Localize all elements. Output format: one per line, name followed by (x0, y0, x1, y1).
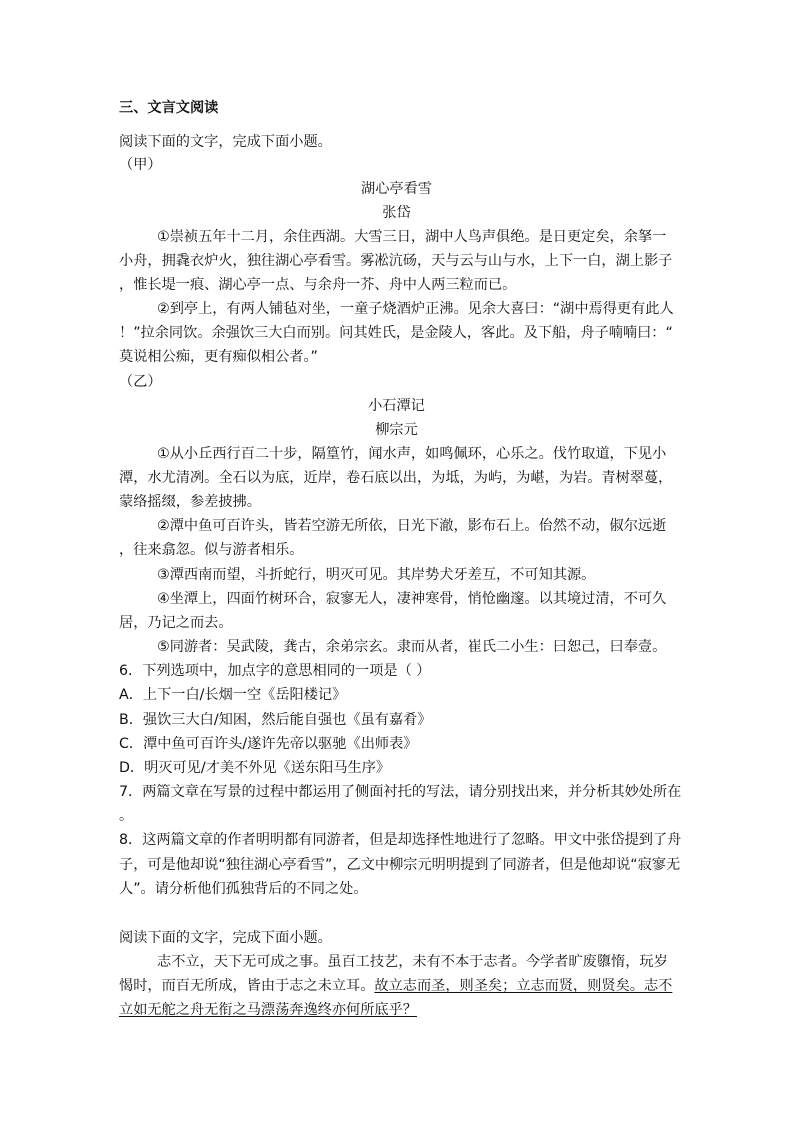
question-8-line: 8．这两篇文章的作者明明都有同游者，但是却选择性地进行了忽略。甲文中张岱提到了舟 (119, 832, 682, 848)
passage-b-line: 居，乃记之而去。 (119, 615, 233, 631)
question-8-line: 人”。请分析他们孤独背后的不同之处。 (119, 881, 368, 897)
question-6-option-c: C．潭中鱼可百许头/遂许先帝以驱驰《出师表》 (119, 736, 418, 752)
question-7-line: 。 (119, 808, 134, 824)
question-7-line: 7．两篇文章在写景的过程中都运用了侧面衬托的写法，请分别找出来，并分析其妙处所在 (119, 784, 682, 800)
passage-b-line: ，往来翕忽。似与游者相乐。 (119, 542, 304, 558)
question-8-line: 子，可是他却说“独往湖心亭看雪”，乙文中柳宗元明明提到了同游者，但是他却说“寂寥无 (119, 857, 681, 873)
passage-b-line: ⑤同游者：吴武陵，龚古，余弟宗玄。隶而从者，崔氏二小生：曰恕己，曰奉壹。 (157, 639, 667, 655)
passage-a-author: 张岱 (382, 205, 411, 221)
passage-b-line: ②潭中鱼可百许头，皆若空游无所依，日光下澈，影布石上。佁然不动，俶尔远逝 (157, 518, 667, 534)
question-6-option-a: A．上下一白/长烟一空《岳阳楼记》 (119, 687, 347, 703)
passage-b-title: 小石潭记 (368, 398, 425, 414)
underlined-sentence: 立如无舵之舟无衔之马漂荡奔逸终亦何所底乎？ (119, 1002, 417, 1018)
passage-c-text: 愒时，而百无所成，皆由于志之未立耳。 (119, 978, 375, 994)
passage-c-instruction: 阅读下面的文字，完成下面小题。 (119, 930, 332, 946)
passage-a-label: （甲） (119, 157, 162, 173)
section-instruction: 阅读下面的文字，完成下面小题。 (119, 134, 332, 150)
passage-c-line: 志不立，天下无可成之事。虽百工技艺，未有不本于志者。今学者旷废隳惰，玩岁 (157, 954, 668, 970)
passage-b-label: （乙） (119, 374, 162, 390)
passage-b-author: 柳宗元 (375, 422, 418, 438)
passage-a-line: ①崇祯五年十二月，余住西湖。大雪三日，湖中人鸟声俱绝。是日更定矣，余拏一 (157, 229, 667, 245)
passage-b-line: ④坐潭上，四面竹树环合，寂寥无人，凄神寒骨，悄怆幽邃。以其境过清，不可久 (157, 591, 667, 607)
question-6-stem: 6．下列选项中，加点字的意思相同的一项是（ ） (119, 663, 431, 679)
passage-a-title: 湖心亭看雪 (361, 181, 432, 197)
section-heading: 三、文言文阅读 (119, 100, 219, 116)
passage-c-line (119, 977, 672, 995)
question-6-option-d: D．明灭可见/才美不外见《送东阳马生序》 (119, 760, 391, 776)
underlined-sentence: 故立志而圣，则圣矣；立志而贤，则贤矣。志不 (374, 978, 673, 994)
passage-b-line: ①从小丘西行百二十步，隔篁竹，闻水声，如鸣佩环，心乐之。伐竹取道，下见小 (157, 446, 667, 462)
passage-a-line: 小舟，拥毳衣炉火，独往湖心亭看雪。雾凇沆砀，天与云与山与水，上下一白，湖上影子 (119, 253, 673, 269)
passage-b-line: 蒙络摇缀，参差披拂。 (119, 494, 261, 510)
passage-b-line: ③潭西南而望，斗折蛇行，明灭可见。其岸势犬牙差互，不可知其源。 (157, 567, 596, 583)
passage-a-line: ②到亭上，有两人铺毡对坐，一童子烧酒炉正沸。见余大喜曰：“湖中焉得更有此人 (157, 301, 674, 317)
passage-a-line: ，惟长堤一痕、湖心亭一点、与余舟一芥、舟中人两三粒而已。 (119, 277, 517, 293)
passage-a-line: 莫说相公痴，更有痴似相公者。” (119, 349, 318, 365)
question-6-option-b: B．强饮三大白/知困，然后能自强也《虽有嘉肴》 (119, 712, 432, 728)
passage-a-line: ！”拉余同饮。余强饮三大白而别。问其姓氏，是金陵人，客此。及下船，舟子喃喃曰：“ (119, 325, 673, 341)
passage-b-line: 潭，水尤清冽。全石以为底，近岸，卷石底以出，为坻，为屿，为嵁，为岩。青树翠蔓， (119, 470, 673, 486)
